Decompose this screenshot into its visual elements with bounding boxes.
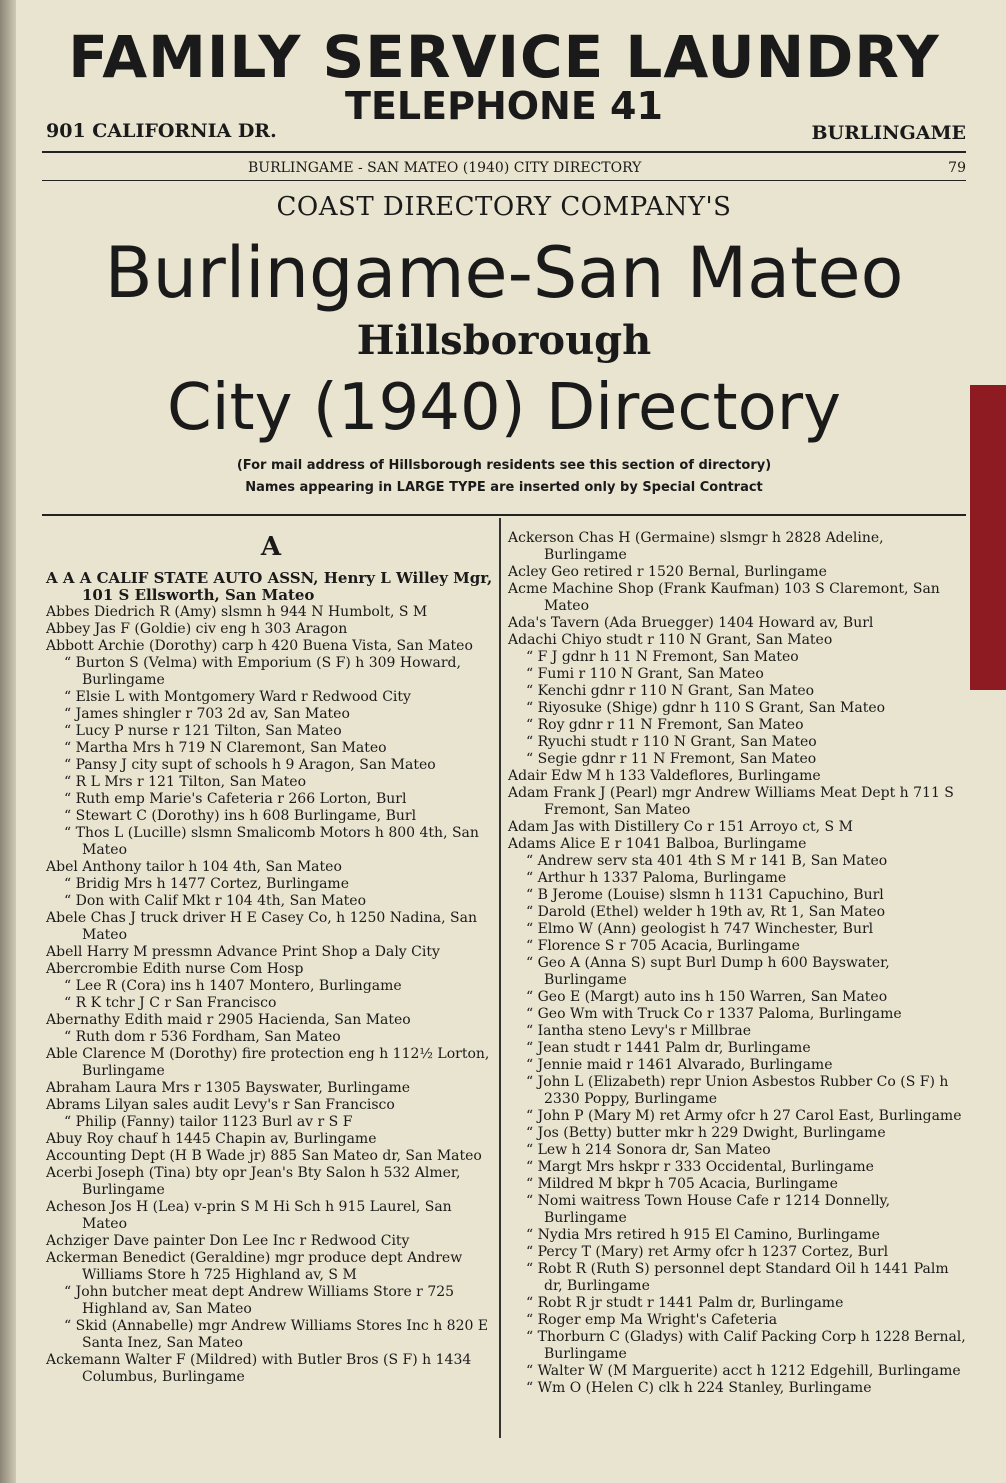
section-rule bbox=[42, 514, 966, 516]
directory-entry: “ Lucy P nurse r 121 Tilton, San Mateo bbox=[64, 723, 342, 739]
directory-entry: “ John P (Mary M) ret Army ofcr h 27 Carol East, Burlingame bbox=[526, 1108, 962, 1124]
directory-entry: “ James shingler r 703 2d av, San Mateo bbox=[64, 706, 350, 722]
directory-entry: Adam Jas with Distillery Co r 151 Arroyo ct, S M bbox=[508, 819, 853, 835]
ad-phone: TELEPHONE 41 bbox=[345, 84, 663, 128]
header-rule-bottom bbox=[42, 180, 966, 181]
directory-entry: “ Mildred M bkpr h 705 Acacia, Burlingame bbox=[526, 1176, 838, 1192]
directory-entry: Adair Edw M h 133 Valdeflores, Burlingame bbox=[508, 768, 821, 784]
directory-entry: “ Florence S r 705 Acacia, Burlingame bbox=[526, 938, 800, 954]
directory-entry: Achziger Dave painter Don Lee Inc r Redwood City bbox=[46, 1233, 410, 1249]
directory-entry: “ Nomi waitress Town House Cafe r 1214 Donnelly, Burlingame bbox=[526, 1193, 891, 1226]
directory-entry: “ Segie gdnr r 11 N Fremont, San Mateo bbox=[526, 751, 817, 767]
directory-entry: Ackemann Walter F (Mildred) with Butler Bros (S F) h 1434 Columbus, Burlingame bbox=[46, 1352, 472, 1385]
directory-entry: A A A CALIF STATE AUTO ASSN, Henry L Willey Mgr, 101 S Ellsworth, San Mateo bbox=[46, 569, 493, 604]
directory-entry: “ Martha Mrs h 719 N Claremont, San Mateo bbox=[64, 740, 387, 756]
directory-entry: Abel Anthony tailor h 104 4th, San Mateo bbox=[46, 859, 342, 875]
directory-entry: “ Geo A (Anna S) supt Burl Dump h 600 Bayswater, Burlingame bbox=[526, 955, 890, 988]
directory-entry: Abrams Lilyan sales audit Levy's r San Francisco bbox=[46, 1097, 395, 1113]
directory-entry: “ Robt R jr studt r 1441 Palm dr, Burlingame bbox=[526, 1295, 844, 1311]
directory-entry: “ Thos L (Lucille) slsmn Smalicomb Motors h 800 4th, San Mateo bbox=[64, 825, 479, 858]
directory-entry: Acme Machine Shop (Frank Kaufman) 103 S Claremont, San Mateo bbox=[508, 581, 940, 614]
directory-entry: “ Bridig Mrs h 1477 Cortez, Burlingame bbox=[64, 876, 349, 892]
directory-entry: “ Nydia Mrs retired h 915 El Camino, Burlingame bbox=[526, 1227, 880, 1243]
directory-entry: “ John butcher meat dept Andrew Williams Store r 725 Highland av, San Mateo bbox=[64, 1284, 455, 1317]
ad-city: BURLINGAME bbox=[811, 122, 966, 144]
directory-entry: “ Jennie maid r 1461 Alvarado, Burlingame bbox=[526, 1057, 833, 1073]
running-head-title: BURLINGAME - SAN MATEO (1940) CITY DIRECTORY bbox=[248, 160, 642, 176]
directory-entry: “ Lew h 214 Sonora dr, San Mateo bbox=[526, 1142, 771, 1158]
right-column bbox=[508, 530, 966, 1397]
title-line-1: Burlingame-San Mateo bbox=[104, 232, 904, 314]
directory-entry: Acerbi Joseph (Tina) bty opr Jean's Bty Salon h 532 Almer, Burlingame bbox=[46, 1165, 461, 1198]
directory-entry: Ackerman Benedict (Geraldine) mgr produce dept Andrew Williams Store h 725 Highland av, S M bbox=[46, 1250, 463, 1283]
title-line-2: Hillsborough bbox=[356, 317, 652, 364]
directory-entry: Ada's Tavern (Ada Bruegger) 1404 Howard av, Burl bbox=[508, 615, 874, 631]
directory-entry: Abbes Diedrich R (Amy) slsmn h 944 N Humbolt, S M bbox=[46, 604, 428, 620]
directory-entry: “ John L (Elizabeth) repr Union Asbestos Rubber Co (S F) h 2330 Poppy, Burlingame bbox=[526, 1074, 949, 1107]
directory-entry: Adams Alice E r 1041 Balboa, Burlingame bbox=[508, 836, 807, 852]
note-large-type: Names appearing in LARGE TYPE are inserted only by Special Contract bbox=[245, 480, 763, 495]
directory-entry: Acley Geo retired r 1520 Bernal, Burlingame bbox=[508, 564, 827, 580]
directory-entry: “ Andrew serv sta 401 4th S M r 141 B, San Mateo bbox=[526, 853, 888, 869]
note-mail-address: (For mail address of Hillsborough residents see this section of directory) bbox=[236, 458, 772, 473]
directory-entry: “ Elsie L with Montgomery Ward r Redwood City bbox=[64, 689, 411, 705]
directory-entry: Abbey Jas F (Goldie) civ eng h 303 Aragon bbox=[46, 621, 348, 637]
directory-entry: “ Roy gdnr r 11 N Fremont, San Mateo bbox=[526, 717, 804, 733]
directory-entry: “ Stewart C (Dorothy) ins h 608 Burlingame, Burl bbox=[64, 808, 417, 824]
directory-entry: “ R L Mrs r 121 Tilton, San Mateo bbox=[64, 774, 307, 790]
directory-entry: Abuy Roy chauf h 1445 Chapin av, Burlingame bbox=[46, 1131, 377, 1147]
directory-entry: “ Thorburn C (Gladys) with Calif Packing Corp h 1228 Bernal, Burlingame bbox=[526, 1329, 966, 1362]
thumb-index-tab bbox=[970, 385, 1006, 690]
directory-entry: “ Jos (Betty) butter mkr h 229 Dwight, Burlingame bbox=[526, 1125, 886, 1141]
page-number: 79 bbox=[948, 160, 966, 176]
directory-entry: “ Lee R (Cora) ins h 1407 Montero, Burlingame bbox=[64, 978, 402, 994]
directory-entry: “ Riyosuke (Shige) gdnr h 110 S Grant, San Mateo bbox=[526, 700, 886, 716]
directory-entry: Abernathy Edith maid r 2905 Hacienda, San Mateo bbox=[46, 1012, 411, 1028]
directory-entry: “ F J gdnr h 11 N Fremont, San Mateo bbox=[526, 649, 799, 665]
column-divider bbox=[499, 518, 501, 1438]
directory-entry: “ Percy T (Mary) ret Army ofcr h 1237 Cortez, Burl bbox=[526, 1244, 889, 1260]
directory-entry: “ Pansy J city supt of schools h 9 Aragon, San Mateo bbox=[64, 757, 436, 773]
directory-entry: “ Ryuchi studt r 110 N Grant, San Mateo bbox=[526, 734, 817, 750]
directory-entry: Able Clarence M (Dorothy) fire protection eng h 112½ Lorton, Burlingame bbox=[46, 1046, 490, 1079]
directory-entry: “ Geo E (Margt) auto ins h 150 Warren, San Mateo bbox=[526, 989, 888, 1005]
section-letter: A bbox=[260, 532, 282, 562]
directory-entry: “ Geo Wm with Truck Co r 1337 Paloma, Burlingame bbox=[526, 1006, 902, 1022]
left-column bbox=[46, 530, 496, 1386]
directory-entry: Ackerson Chas H (Germaine) slsmgr h 2828 Adeline, Burlingame bbox=[508, 530, 884, 563]
directory-entry: “ B Jerome (Louise) slsmn h 1131 Capuchino, Burl bbox=[526, 887, 884, 903]
directory-entry: “ Philip (Fanny) tailor 1123 Burl av r S F bbox=[64, 1114, 353, 1130]
directory-entry: Abraham Laura Mrs r 1305 Bayswater, Burlingame bbox=[46, 1080, 411, 1096]
page-spine bbox=[0, 0, 16, 1483]
directory-entry: Adam Frank J (Pearl) mgr Andrew Williams Meat Dept h 711 S Fremont, San Mateo bbox=[508, 785, 954, 818]
directory-entry: “ Iantha steno Levy's r Millbrae bbox=[526, 1023, 752, 1039]
directory-entry: Abbott Archie (Dorothy) carp h 420 Buena Vista, San Mateo bbox=[46, 638, 473, 654]
publisher: COAST DIRECTORY COMPANY'S bbox=[276, 192, 732, 222]
directory-entry: Abell Harry M pressmn Advance Print Shop a Daly City bbox=[46, 944, 440, 960]
directory-entry: Abercrombie Edith nurse Com Hosp bbox=[46, 961, 304, 977]
directory-entry: “ Fumi r 110 N Grant, San Mateo bbox=[526, 666, 764, 682]
directory-entry: “ Burton S (Velma) with Emporium (S F) h 309 Howard, Burlingame bbox=[64, 655, 461, 688]
directory-entry: “ Roger emp Ma Wright's Cafeteria bbox=[526, 1312, 778, 1328]
directory-entry: Abele Chas J truck driver H E Casey Co, h 1250 Nadina, San Mateo bbox=[46, 910, 477, 943]
title-line-3: City (1940) Directory bbox=[167, 371, 841, 445]
directory-entry: Acheson Jos H (Lea) v-prin S M Hi Sch h 915 Laurel, San Mateo bbox=[46, 1199, 452, 1232]
directory-entry: “ Margt Mrs hskpr r 333 Occidental, Burlingame bbox=[526, 1159, 874, 1175]
directory-entry: “ Walter W (M Marguerite) acct h 1212 Edgehill, Burlingame bbox=[526, 1363, 961, 1379]
directory-entry: Accounting Dept (H B Wade jr) 885 San Mateo dr, San Mateo bbox=[46, 1148, 482, 1164]
header-rule-top bbox=[42, 151, 966, 153]
directory-entry: “ Wm O (Helen C) clk h 224 Stanley, Burlingame bbox=[526, 1380, 872, 1396]
directory-entry: “ Elmo W (Ann) geologist h 747 Winchester, Burl bbox=[526, 921, 874, 937]
directory-entry: “ Don with Calif Mkt r 104 4th, San Mateo bbox=[64, 893, 367, 909]
directory-entry: Adachi Chiyo studt r 110 N Grant, San Mateo bbox=[508, 632, 833, 648]
directory-entry: “ Skid (Annabelle) mgr Andrew Williams Stores Inc h 820 E Santa Inez, San Mateo bbox=[64, 1318, 489, 1351]
directory-entry: “ Kenchi gdnr r 110 N Grant, San Mateo bbox=[526, 683, 815, 699]
directory-entry: “ Jean studt r 1441 Palm dr, Burlingame bbox=[526, 1040, 811, 1056]
directory-entry: “ Arthur h 1337 Paloma, Burlingame bbox=[526, 870, 787, 886]
ad-address: 901 CALIFORNIA DR. bbox=[46, 120, 277, 142]
ad-title: FAMILY SERVICE LAUNDRY bbox=[68, 23, 940, 91]
directory-entry: “ Ruth dom r 536 Fordham, San Mateo bbox=[64, 1029, 341, 1045]
directory-entry: “ Darold (Ethel) welder h 19th av, Rt 1, San Mateo bbox=[526, 904, 886, 920]
directory-entry: “ Robt R (Ruth S) personnel dept Standard Oil h 1441 Palm dr, Burlingame bbox=[526, 1261, 949, 1294]
directory-entry: “ Ruth emp Marie's Cafeteria r 266 Lorton, Burl bbox=[64, 791, 407, 807]
directory-entry: “ R K tchr J C r San Francisco bbox=[64, 995, 277, 1011]
